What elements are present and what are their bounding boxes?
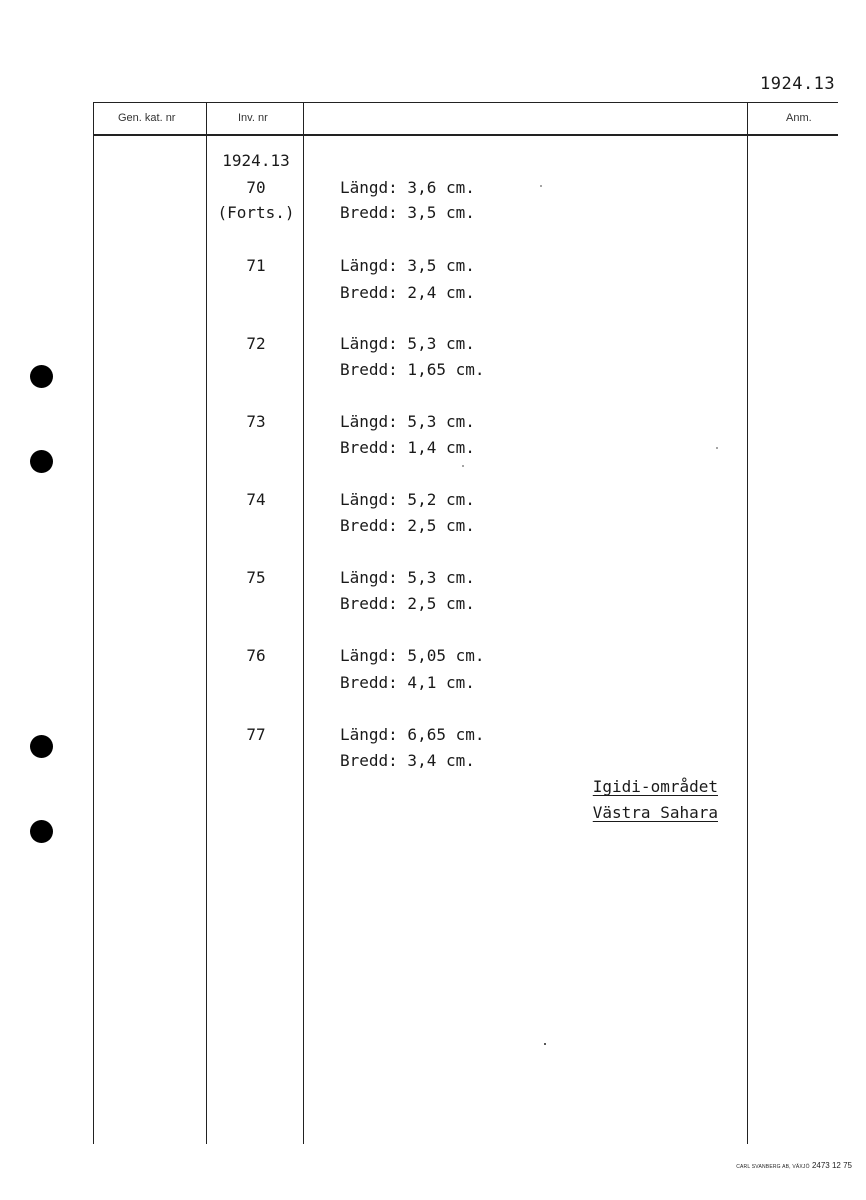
punch-hole bbox=[30, 735, 53, 758]
paper-speck bbox=[544, 1043, 546, 1045]
inv-number: 71 bbox=[246, 256, 266, 275]
location-country: Västra Sahara bbox=[592, 803, 718, 822]
inv-catalog-ref: 1924.13 bbox=[222, 151, 290, 170]
inv-number: 74 bbox=[246, 490, 266, 509]
length-measurement: Längd: 5,3 cm. bbox=[340, 568, 475, 587]
length-measurement: Längd: 5,05 cm. bbox=[340, 646, 485, 665]
width-measurement: Bredd: 2,5 cm. bbox=[340, 516, 475, 535]
inv-number: 77 bbox=[246, 725, 266, 744]
header-top-rule bbox=[93, 102, 838, 103]
width-measurement: Bredd: 4,1 cm. bbox=[340, 673, 475, 692]
length-measurement: Längd: 5,3 cm. bbox=[340, 334, 475, 353]
location-region: Igidi-området bbox=[592, 777, 718, 796]
length-measurement: Längd: 3,5 cm. bbox=[340, 256, 475, 275]
length-measurement: Längd: 3,6 cm. bbox=[340, 178, 475, 197]
inv-number: 76 bbox=[246, 646, 266, 665]
catalog-number-top: 1924.13 bbox=[760, 74, 836, 94]
width-measurement: Bredd: 2,4 cm. bbox=[340, 283, 475, 302]
inv-continued-note: (Forts.) bbox=[217, 203, 295, 222]
punch-hole bbox=[30, 365, 53, 388]
width-measurement: Bredd: 3,5 cm. bbox=[340, 203, 475, 222]
inv-number: 75 bbox=[246, 568, 266, 587]
paper-speck bbox=[716, 447, 718, 449]
width-measurement: Bredd: 1,65 cm. bbox=[340, 360, 485, 379]
inv-header: Inv. nr bbox=[238, 112, 268, 124]
printer-name: CARL SVANBERG AB, VÄXJÖ bbox=[736, 1164, 810, 1170]
width-measurement: Bredd: 2,5 cm. bbox=[340, 594, 475, 613]
gen-kat-header: Gen. kat. nr bbox=[118, 112, 176, 124]
length-measurement: Längd: 6,65 cm. bbox=[340, 725, 485, 744]
length-measurement: Längd: 5,2 cm. bbox=[340, 490, 475, 509]
anm-header: Anm. bbox=[786, 112, 812, 124]
punch-hole bbox=[30, 820, 53, 843]
paper-speck bbox=[540, 185, 542, 187]
form-code: 2473 12 75 bbox=[811, 1161, 852, 1170]
width-measurement: Bredd: 3,4 cm. bbox=[340, 751, 475, 770]
width-measurement: Bredd: 1,4 cm. bbox=[340, 438, 475, 457]
inv-number: 72 bbox=[246, 334, 266, 353]
inv-number: 70 bbox=[246, 178, 266, 197]
inv-number: 73 bbox=[246, 412, 266, 431]
paper-speck bbox=[462, 465, 464, 467]
header-bottom-rule bbox=[93, 134, 838, 136]
punch-hole bbox=[30, 450, 53, 473]
left-border bbox=[93, 102, 94, 1144]
length-measurement: Längd: 5,3 cm. bbox=[340, 412, 475, 431]
printer-imprint bbox=[736, 1161, 852, 1170]
anm-divider bbox=[747, 102, 748, 1144]
